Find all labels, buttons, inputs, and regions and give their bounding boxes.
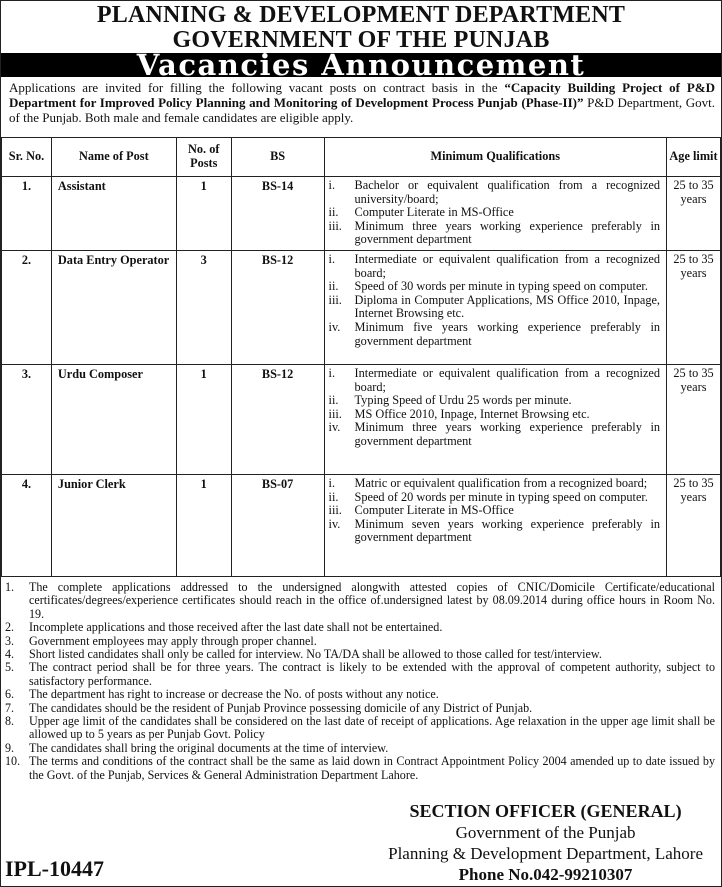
qualification-text: Computer Literate in MS-Office	[354, 503, 514, 518]
intro-text-end: P&D Department, Govt. of the Punjab. Both male and female candidates are eligible apply.	[9, 95, 716, 125]
term-item	[5, 635, 715, 648]
number-of-posts: 1	[176, 475, 231, 577]
pay-scale: BS-14	[231, 177, 324, 251]
qualification-marker: iii.	[328, 218, 342, 233]
qualification-text: Speed of 30 words per minute in typing speed on computer.	[354, 279, 648, 294]
phone-number: Phone No.042-99210307	[458, 865, 633, 884]
serial-number: 4.	[2, 475, 52, 577]
ipl-reference: IPL-10447	[5, 856, 104, 881]
column-header: No. of Posts	[176, 138, 231, 177]
qualification-text: Minimum three years working experience preferably in government department	[354, 218, 661, 247]
term-text: The complete applications addressed to the undersigned alongwith attested copies of CNIC/Domicile Certificate/educational certificates/degrees/experience certificates should reach in the office of.undersigned latest by 08.09.2014 during office hours in Room No. 19.	[29, 580, 715, 621]
column-header: Sr. No.	[2, 138, 52, 177]
qualification-item	[329, 518, 660, 545]
qualification-item	[329, 408, 660, 422]
vacancies-table	[1, 137, 721, 577]
qualification-item	[329, 220, 660, 247]
qualification-marker: iv.	[328, 420, 341, 435]
pay-scale: BS-12	[231, 251, 324, 365]
qualification-marker: ii.	[328, 393, 339, 408]
qualification-text: Minimum five years working experience preferably in government department	[354, 319, 661, 348]
qualification-text: Intermediate or equivalent qualification from a recognized board;	[354, 252, 661, 280]
column-header: BS	[231, 138, 324, 177]
table-row	[2, 475, 721, 577]
vacancies-banner: Vacancies Announcement	[1, 53, 721, 77]
term-number: 1.	[5, 580, 15, 594]
number-of-posts: 3	[176, 251, 231, 365]
qualification-item	[329, 294, 660, 321]
age-limit: 25 to 35 years	[667, 177, 721, 251]
qualification-marker: i.	[328, 366, 336, 380]
term-number: 5.	[5, 660, 15, 675]
qualification-item	[329, 477, 660, 491]
qualification-item	[329, 421, 660, 448]
qualifications	[324, 475, 666, 577]
qualification-item	[329, 367, 660, 394]
signature-block	[388, 801, 703, 885]
pay-scale: BS-12	[231, 365, 324, 475]
department-title: PLANNING & DEVELOPMENT DEPARTMENT	[96, 2, 626, 28]
term-item	[5, 688, 715, 701]
qualification-marker: iii.	[328, 292, 342, 307]
qualification-marker: ii.	[328, 205, 339, 220]
term-text: Upper age limit of the candidates shall be considered on the last date of receipt of applications. Age relaxation in the upper age limit shall be allowed up to 5 years as per Punjab Govt. Policy	[29, 714, 715, 742]
term-item	[5, 648, 715, 661]
serial-number: 3.	[2, 365, 52, 475]
intro-text: Applications are invited for filling the following vacant posts on contract basis in the	[9, 80, 505, 95]
post-name: Junior Clerk	[51, 475, 176, 577]
qualification-text: Bachelor or equivalent qualification from a recognized university/board;	[354, 178, 661, 206]
qualification-text: Diploma in Computer Applications, MS Office 2010, Inpage, Internet Browsing etc.	[354, 292, 661, 321]
qualification-text: Speed of 20 words per minute in typing speed on computer.	[354, 489, 648, 504]
qualification-item	[329, 321, 660, 348]
table-row	[2, 365, 721, 475]
term-item	[5, 715, 715, 742]
signatory-dept: Planning & Development Department, Lahore	[388, 844, 703, 863]
qualification-marker: iv.	[328, 319, 341, 334]
qualification-text: Matric or equivalent qualification from a recognized board;	[354, 476, 648, 490]
qualification-text: Intermediate or equivalent qualification from a recognized board;	[354, 366, 661, 394]
qualification-marker: ii.	[328, 489, 339, 504]
term-text: Government employees may apply through proper channel.	[29, 633, 317, 648]
term-text: The department has right to increase or decrease the No. of posts without any notice.	[29, 687, 439, 702]
column-header: Minimum Qualifications	[324, 138, 666, 177]
term-number: 3.	[5, 633, 15, 648]
project-name: “Capacity Building Project of P&D Department for Improved Policy Planning and Monitoring of Development Process Punjab (Phase-II)”	[9, 80, 715, 110]
qualification-item	[329, 491, 660, 505]
term-number: 7.	[5, 700, 15, 715]
qualification-item	[329, 504, 660, 518]
pay-scale: BS-07	[231, 475, 324, 577]
qualifications	[324, 251, 666, 365]
term-text: The candidates should be the resident of Punjab Province possessing domicile of any District of Punjab.	[29, 700, 533, 715]
signatory-gov: Government of the Punjab	[455, 823, 636, 842]
post-name: Assistant	[51, 177, 176, 251]
term-item	[5, 702, 715, 715]
term-item	[5, 742, 715, 755]
qualification-item	[329, 179, 660, 206]
term-number: 2.	[5, 620, 15, 635]
age-limit: 25 to 35 years	[667, 365, 721, 475]
term-text: The terms and conditions of the contract shall be the same as laid down in Contract Appointment Policy 2004 amended up to date issued by the Govt. of the Punjab, Services & General Administration Department Lahore.	[29, 754, 715, 782]
qualifications	[324, 177, 666, 251]
qualification-marker: iii.	[328, 503, 342, 518]
term-item	[5, 581, 715, 621]
term-text: Incomplete applications and those received after the last date shall not be entertained.	[29, 620, 443, 635]
term-item	[5, 621, 715, 634]
table-row	[2, 251, 721, 365]
qualification-item	[329, 253, 660, 280]
age-limit: 25 to 35 years	[667, 475, 721, 577]
age-limit: 25 to 35 years	[667, 251, 721, 365]
qualification-text: Minimum seven years working experience preferably in government department	[354, 516, 661, 545]
qualifications	[324, 365, 666, 475]
number-of-posts: 1	[176, 365, 231, 475]
term-number: 8.	[5, 714, 15, 729]
post-name: Data Entry Operator	[51, 251, 176, 365]
signatory-title: SECTION OFFICER (GENERAL)	[409, 801, 682, 821]
qualification-marker: i.	[328, 178, 336, 192]
term-text: The contract period shall be for three years. The contract is likely to be extended with the approval of competent authority, subject to satisfactory performance.	[29, 660, 715, 688]
qualification-marker: ii.	[328, 279, 339, 294]
terms-list	[1, 577, 721, 782]
qualification-text: Minimum three years working experience preferably in government department	[354, 420, 661, 448]
term-number: 4.	[5, 647, 15, 662]
qualification-text: Computer Literate in MS-Office	[354, 205, 514, 220]
term-number: 10.	[5, 754, 21, 769]
qualification-marker: iv.	[328, 516, 341, 531]
qualification-item	[329, 394, 660, 408]
government-title: GOVERNMENT OF THE PUNJAB	[172, 27, 550, 53]
table-row	[2, 177, 721, 251]
qualification-marker: iii.	[328, 406, 342, 421]
qualification-marker: i.	[328, 476, 336, 490]
serial-number: 2.	[2, 251, 52, 365]
term-number: 6.	[5, 687, 15, 702]
term-item	[5, 755, 715, 782]
term-text: The candidates shall bring the original documents at the time of interview.	[29, 740, 389, 755]
qualification-text: Typing Speed of Urdu 25 words per minute.	[354, 393, 572, 408]
qualification-item	[329, 280, 660, 294]
term-text: Short listed candidates shall only be called for interview. No TA/DA shall be allowed to those called for test/interview.	[29, 647, 602, 662]
qualification-text: MS Office 2010, Inpage, Internet Browsing etc.	[354, 406, 590, 421]
serial-number: 1.	[2, 177, 52, 251]
column-header: Name of Post	[51, 138, 176, 177]
post-name: Urdu Composer	[51, 365, 176, 475]
number-of-posts: 1	[176, 177, 231, 251]
term-item	[5, 661, 715, 688]
qualification-marker: i.	[328, 252, 336, 266]
intro-paragraph	[1, 77, 721, 137]
column-header: Age limit	[667, 138, 721, 177]
term-number: 9.	[5, 740, 15, 755]
qualification-item	[329, 206, 660, 220]
